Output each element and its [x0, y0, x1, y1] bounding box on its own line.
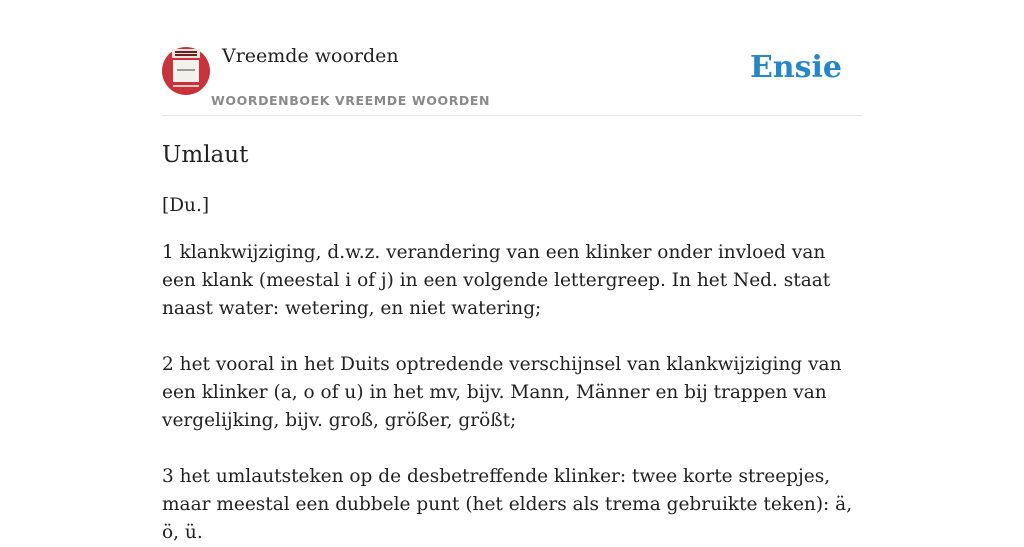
cover-footer-line	[173, 85, 199, 87]
entry-title: Umlaut	[162, 142, 249, 168]
book-title-link[interactable]: Vreemde woorden	[222, 45, 399, 67]
cover-title-band	[172, 49, 200, 58]
content-container	[162, 0, 862, 547]
book-cover-icon[interactable]	[162, 47, 210, 95]
definition-2: 2 het vooral in het Duits optredende verschijnsel van klankwijziging van een klinker (a, o of u) in het mv, bijv. Mann, Männer en bij trappen van vergelijking, bijv. groß, größer, größt;	[162, 354, 842, 431]
book-subtitle: WOORDENBOEK VREEMDE WOORDEN	[211, 93, 491, 108]
definition-1: 1 klankwijziging, d.w.z. verandering van een klinker onder invloed van een klank (meestal i of j) in een volgende lettergreep. In het Ned. staat naast water: wetering, en niet watering;	[162, 242, 831, 319]
definition-3: 3 het umlautsteken op de desbetreffende klinker: twee korte streepjes, maar meestal een dubbele punt (het elders als trema gebruikte teken): ä, ö, ü.	[162, 466, 853, 543]
brand-logo-link[interactable]: Ensie	[749, 50, 842, 85]
header	[162, 0, 862, 116]
cover-panel	[173, 60, 199, 82]
entry-origin: [Du.]	[162, 195, 210, 216]
